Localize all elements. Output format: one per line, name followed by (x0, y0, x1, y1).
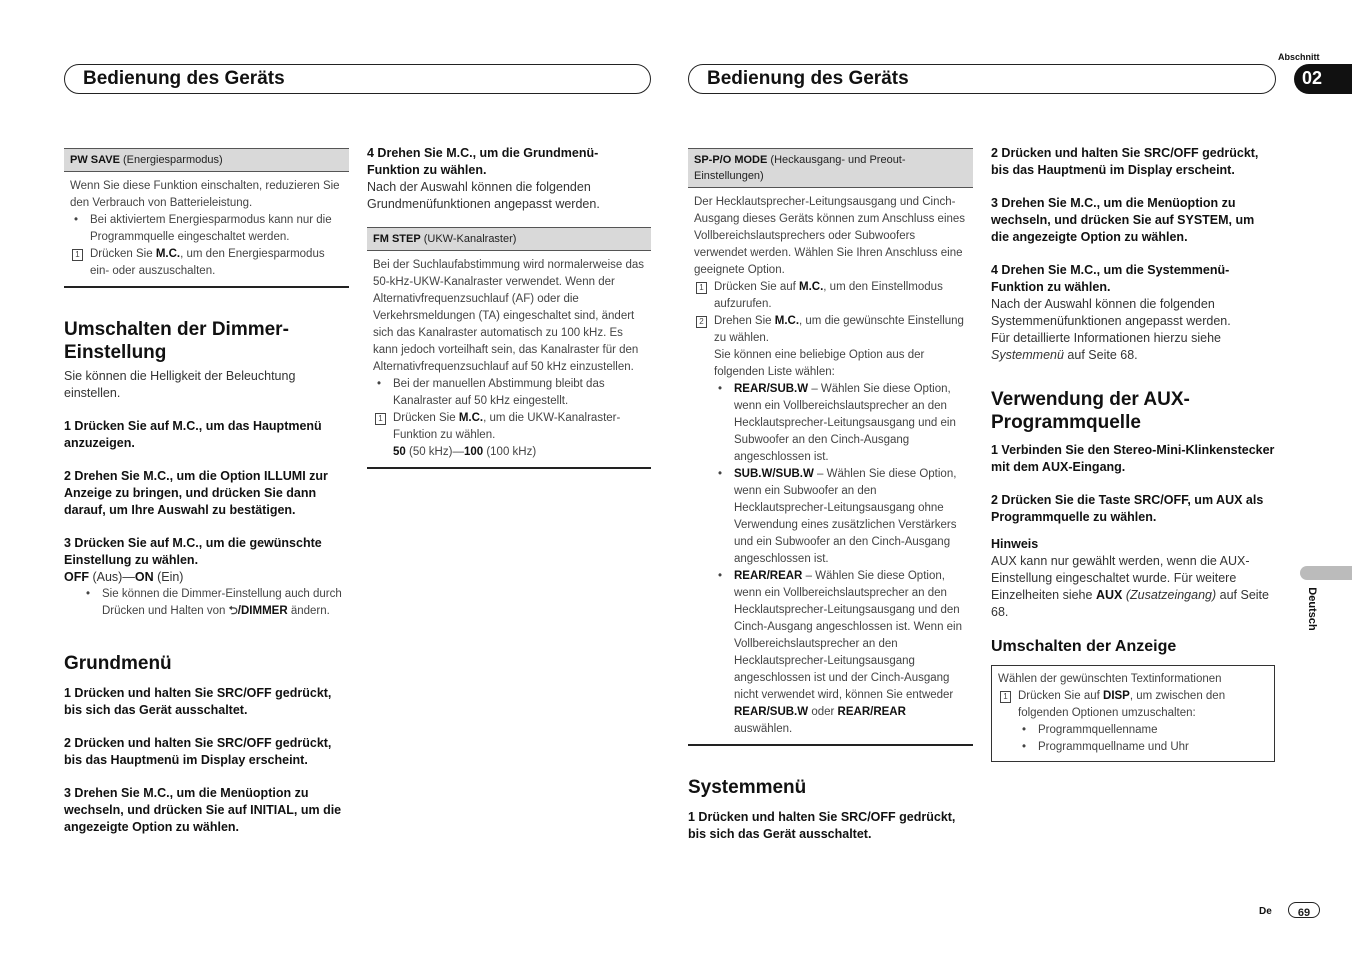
column-2 (367, 145, 651, 469)
hinweis-bold: AUX (1095, 588, 1123, 602)
option-100: 100 (463, 446, 484, 458)
dimmer-heading: Umschalten der Dimmer-Einstellung (64, 319, 289, 363)
return-arrow-icon: ⮌ (228, 605, 238, 617)
anzeige-heading: Umschalten der Anzeige (991, 638, 1177, 655)
anzeige-step-1 (998, 688, 1268, 722)
systemmenu-step-4: 4 Drehen Sie M.C., um die Systemmenü-Funktion zu wählen. (991, 263, 1230, 294)
sp-po-box-header (688, 148, 973, 188)
step-text: Drücken Sie auf (714, 281, 800, 293)
option-desc: – Wählen Sie diese Option, wenn ein Vollbereichslautsprecher an den Hecklautsprecher-Leitungsausgang und den Cinch-Ausgang angeschlossen ist. Wenn ein Vollbereichslautsprecher an den Hecklautsprecher-Leitungsausgang angeschlossen ist und der Cinch-Ausgang nicht verwendet wird, können Sie entweder (734, 570, 963, 701)
dimmer-step-1: 1 Drücken Sie auf M.C., um das Hauptmenü anzuzeigen. (64, 419, 322, 450)
option-off-de: (Aus)— (89, 570, 135, 584)
option-50-de: (50 kHz)— (405, 446, 464, 458)
fm-step-box-header (367, 227, 651, 251)
hinweis-end: auf Seite 68. (991, 588, 1269, 619)
hinweis-link[interactable]: (Zusatzeingang) (1122, 588, 1217, 602)
pw-save-description: Wenn Sie diese Funktion einschalten, reduzieren Sie den Verbrauch von Batterieleistung. (70, 180, 340, 209)
pw-save-box-body (64, 172, 349, 288)
fm-step-description: Bei der Suchlaufabstimmung wird normalerweise das 50-kHz-UKW-Kanalraster verwendet. Wenn der Alternativfrequenzsuchlauf (AF) oder die Verkehrsmeldungen (TA) eingeschaltet sind, ändert sich das Kanalraster automatisch zu 100 kHz. Es kann jedoch vorteilhaft sein, das Kanalraster für den Alternativfrequenzsuchlauf auf 50 kHz einzustellen. (373, 259, 645, 373)
anzeige-box (991, 665, 1275, 762)
sp-po-subtitle: (Heckausgang- und Preout-Einstellungen) (694, 154, 906, 182)
fm-step-options (373, 444, 645, 461)
column-4 (991, 145, 1275, 762)
fm-step-bullet: • Bei der manuellen Abstimmung bleibt das Kanalraster auf 50 kHz eingestellt. (373, 376, 645, 410)
option-desc: – Wählen Sie diese Option, wenn ein Vollbereichslautsprecher an den Hecklautsprecher-Leitungsausgang und ein Subwoofer an den Cinch-Ausgang angeschlossen ist. (734, 383, 956, 463)
dimmer-step-2: 2 Drehen Sie M.C., um die Option ILLUMI zur Anzeige zu bringen, und drücken Sie dann darauf, um Ihre Auswahl zu bestätigen. (64, 469, 328, 517)
step-text-end: , um zwischen den folgenden Optionen umzuschalten: (1018, 690, 1226, 719)
sp-po-option-1 (714, 381, 967, 466)
anzeige-option-2: • Programmquellname und Uhr (1018, 739, 1268, 756)
systemmenu-step-4-text: Nach der Auswahl können die folgenden Systemmenüfunktionen angepasst werden. (991, 297, 1231, 328)
dimmer-bullet-text: Sie können die Dimmer-Einstellung auch durch Drücken und Halten von (102, 588, 342, 617)
option-or: oder (808, 706, 838, 718)
fm-step-subtitle: (UKW-Kanalraster) (420, 233, 517, 245)
grundmenu-heading: Grundmenü (64, 653, 172, 674)
header-title-left: Bedienung des Geräts (83, 68, 285, 89)
step-bold: M.C. (774, 315, 800, 327)
option-on-de: (Ein) (153, 570, 184, 584)
header-title-right: Bedienung des Geräts (707, 68, 909, 89)
step-text: Drehen Sie (714, 315, 775, 327)
dimmer-bullet-end: ändern. (287, 605, 330, 617)
pw-save-subtitle: (Energiesparmodus) (119, 154, 223, 166)
aux-step-1: 1 Verbinden Sie den Stereo-Mini-Klinkenstecker mit dem AUX-Eingang. (991, 443, 1275, 474)
ref-text-end: auf Seite 68. (1063, 348, 1138, 362)
fm-step-box-body (367, 251, 651, 469)
option-desc: – Wählen Sie diese Option, wenn ein Subwoofer an den Hecklautsprecher-Leitungsausgang ohne Verwendung eines zusätzlichen Verstärkers und ein Subwoofer an den Cinch-Ausgang angeschlossen ist. (734, 468, 957, 565)
option-name: REAR/REAR (734, 570, 803, 582)
footer-language: De (1259, 906, 1272, 917)
systemmenu-step-3: 3 Drehen Sie M.C., um die Menüoption zu wechseln, und drücken Sie auf SYSTEM, um die angezeigte Option zu wählen. (991, 196, 1255, 244)
section-label: Abschnitt (1278, 52, 1320, 62)
option-name: REAR/SUB.W (734, 383, 809, 395)
step-bold: M.C. (458, 412, 484, 424)
language-side-label: Deutsch (1306, 587, 1318, 631)
column-3 (688, 148, 973, 843)
sp-po-description: Der Hecklautsprecher-Leitungsausgang und Cinch-Ausgang dieses Geräts können zum Anschluss eines Vollbereichslautsprechers oder Subwoofers verwendet werden. Wählen Sie Ihren Anschluss eine geeignete Option. (694, 196, 966, 276)
systemmenu-step-1: 1 Drücken und halten Sie SRC/OFF gedrückt, bis sich das Gerät ausschaltet. (688, 810, 956, 841)
grundmenu-step-4: 4 Drehen Sie M.C., um die Grundmenü-Funktion zu wählen. (367, 146, 599, 177)
language-side-tab (1300, 566, 1352, 580)
dimmer-intro: Sie können die Helligkeit der Beleuchtung einstellen. (64, 369, 296, 400)
fm-step-step (373, 410, 645, 444)
sp-po-step-2 (694, 313, 967, 381)
anzeige-option-1: • Programmquellenname (1018, 722, 1268, 739)
ref-text: Für detaillierte Informationen hierzu siehe (991, 331, 1221, 345)
option-off: OFF (64, 570, 89, 584)
step-number-marker: 2 (696, 316, 707, 328)
column-1 (64, 148, 349, 836)
sp-po-step-2-extra: Sie können eine beliebige Option aus der folgenden Liste wählen: (714, 349, 925, 378)
option-end: auswählen. (734, 723, 793, 735)
hinweis-label: Hinweis (991, 537, 1039, 551)
option-100-de: (100 kHz) (483, 446, 537, 458)
option-ref-1: REAR/SUB.W (734, 706, 809, 718)
pw-save-bullet: • Bei aktiviertem Energiesparmodus kann nur die Programmquelle eingeschaltet werden. (70, 212, 343, 246)
systemmenu-heading: Systemmenü (688, 777, 807, 798)
step-text: Drücken Sie auf (1018, 690, 1104, 702)
systemmenu-reference (991, 330, 1275, 364)
systemmenu-step-2: 2 Drücken und halten Sie SRC/OFF gedrückt, bis das Hauptmenü im Display erscheint. (991, 146, 1259, 177)
hinweis-text (991, 553, 1275, 621)
hinweis-body: AUX kann nur gewählt werden, wenn die AUX-Einstellung eingeschaltet wurde. Für weitere Einzelheiten siehe (991, 554, 1250, 602)
option-name: SUB.W/SUB.W (734, 468, 814, 480)
step-text-end: , um den Energiesparmodus ein- oder auszuschalten. (90, 248, 325, 277)
header-bar-left (64, 64, 651, 94)
dimmer-key: /DIMMER (237, 605, 288, 617)
grundmenu-step-1: 1 Drücken und halten Sie SRC/OFF gedrückt, bis sich das Gerät ausschaltet. (64, 686, 332, 717)
aux-heading: Verwendung der AUX-Programmquelle (991, 389, 1190, 433)
sp-po-box-body (688, 188, 973, 746)
grundmenu-step-2: 2 Drücken und halten Sie SRC/OFF gedrückt, bis das Hauptmenü im Display erscheint. (64, 736, 332, 767)
grundmenu-step-4-text: Nach der Auswahl können die folgenden Grundmenüfunktionen angepasst werden. (367, 180, 600, 211)
sp-po-title: SP-P/O MODE (694, 154, 768, 166)
step-number-marker: 1 (1000, 691, 1011, 703)
step-bold: DISP (1103, 690, 1130, 702)
step-text: Drücken Sie (393, 412, 459, 424)
pw-save-title: PW SAVE (70, 154, 120, 166)
anzeige-intro: Wählen der gewünschten Textinformationen (998, 673, 1222, 685)
section-number-tab (1294, 64, 1352, 94)
section-number: 02 (1302, 68, 1323, 88)
fm-step-title: FM STEP (373, 233, 421, 245)
sp-po-option-3 (714, 568, 967, 738)
sp-po-option-2 (714, 466, 967, 568)
dimmer-options (64, 569, 349, 586)
header-bar-right (688, 64, 1276, 94)
aux-step-2: 2 Drücken Sie die Taste SRC/OFF, um AUX als Programmquelle zu wählen. (991, 493, 1264, 524)
step-number-marker: 1 (375, 413, 386, 425)
step-number-marker: 1 (72, 249, 83, 261)
option-50: 50 (393, 446, 406, 458)
page-number: 69 (1297, 907, 1311, 919)
step-bold: M.C. (155, 248, 181, 260)
page-number-badge (1288, 902, 1320, 918)
step-number-marker: 1 (696, 282, 707, 294)
pw-save-step (70, 246, 343, 280)
option-ref-2: REAR/REAR (837, 706, 906, 718)
step-text-end: , um die gewünschte Einstellung zu wählen. (714, 315, 964, 344)
step-text: Drücken Sie (90, 248, 156, 260)
sp-po-step-1 (694, 279, 967, 313)
ref-link[interactable]: Systemmenü (991, 348, 1064, 362)
dimmer-step-3: 3 Drücken Sie auf M.C., um die gewünschte Einstellung zu wählen. (64, 536, 322, 567)
step-text-end: , um die UKW-Kanalraster-Funktion zu wählen. (393, 412, 621, 441)
option-on: ON (134, 570, 154, 584)
pw-save-box-header (64, 148, 349, 172)
step-text-end: , um den Einstellmodus aufzurufen. (714, 281, 943, 310)
step-bold: M.C. (799, 281, 824, 293)
grundmenu-step-3: 3 Drehen Sie M.C., um die Menüoption zu wechseln, und drücken Sie auf INITIAL, um die angezeigte Option zu wählen. (64, 786, 342, 834)
dimmer-bullet (82, 586, 349, 620)
